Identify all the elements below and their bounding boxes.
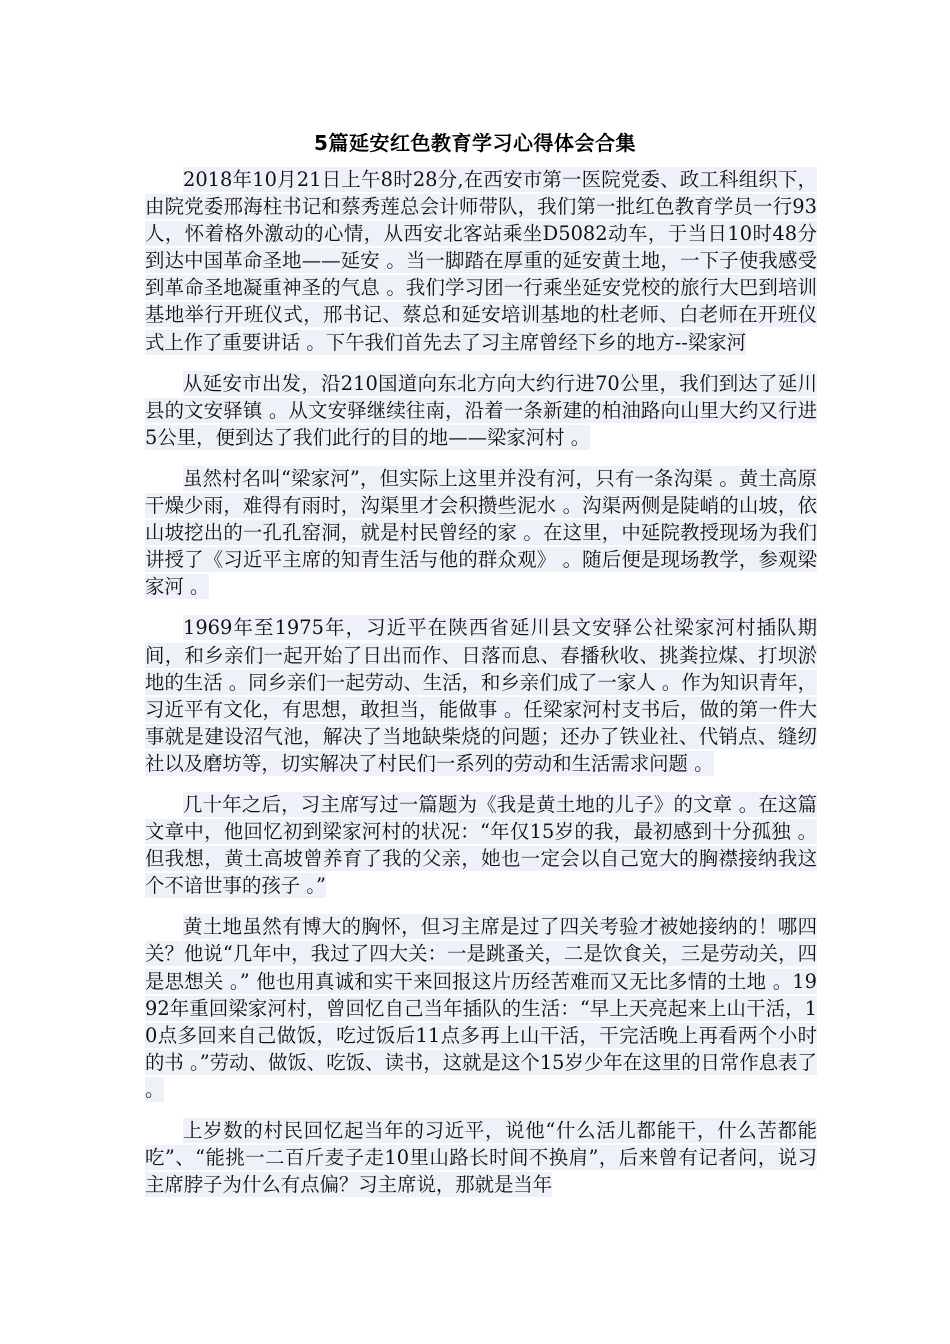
paragraph-2 [145, 370, 817, 451]
document-body [145, 166, 817, 1212]
paragraph-6 [145, 913, 817, 1103]
document-title: 5篇延安红色教育学习心得体会合集 [314, 131, 636, 155]
paragraph-7 [145, 1117, 817, 1198]
paragraph-4 [145, 614, 817, 777]
paragraph-5-text: 几十年之后，习主席写过一篇题为《我是黄土地的儿子》的文章 。在这篇文章中，他回忆初到梁家河村的状况：“年仅15岁的我，最初感到十分孤独 。但我想，黄土高坡曾养育了我的父亲，她也一定会以自己宽大的胸襟接纳我这个不谙世事的孩子 。” [145, 792, 817, 898]
paragraph-6-text: 黄土地虽然有博大的胸怀，但习主席是过了四关考验才被她接纳的！哪四关？他说“几年中，我过了四大关：一是跳蚤关，二是饮食关，三是劳动关，四是思想关 。” 他也用真诚和实干来回报这片历经苦难而又无比多情的土地 。1992年重回梁家河村，曾回忆自己当年插队的生活：“早上天亮起来上山干活，10点多回来自己做饭，吃过饭后11点多再上山干活，干完活晚上再看两个小时的书 。”劳动、做饭、吃饭、读书，这就是这个15岁少年在这里的日常作息表了 。 [145, 915, 817, 1101]
paragraph-5 [145, 791, 817, 899]
paragraph-1 [145, 166, 817, 356]
paragraph-4-text: 1969年至1975年，习近平在陕西省延川县文安驿公社梁家河村插队期间，和乡亲们一起开始了日出而作、日落而息、春播秋收、挑粪拉煤、打坝淤地的生活 。同乡亲们一起劳动、生活，和乡亲们成了一家人 。作为知识青年，习近平有文化，有思想，敢担当，能做事 。任梁家河村支书后，做的第一件大事就是建设沼气池，解决了当地缺柴烧的问题；还办了铁业社、代销点、缝纫社以及磨坊等，切实解决了村民们一系列的劳动和生活需求问题 。 [145, 616, 817, 775]
paragraph-2-text: 从延安市出发，沿210国道向东北方向大约行进70公里，我们到达了延川县的文安驿镇 。从文安驿继续往南，沿着一条新建的柏油路向山里大约又行进5公里，便到达了我们此行的目的地——梁家河村 。 [145, 371, 817, 449]
paragraph-3-text: 虽然村名叫“梁家河”，但实际上这里并没有河，只有一条沟渠 。黄土高原干燥少雨，难得有雨时，沟渠里才会积攒些泥水 。沟渠两侧是陡峭的山坡，依山坡挖出的一孔孔窑洞，就是村民曾经的家 。在这里，中延院教授现场为我们讲授了《习近平主席的知青生活与他的群众观》 。随后便是现场教学，参观梁家河 。 [145, 466, 817, 599]
paragraph-3 [145, 465, 817, 600]
paragraph-1-text: 2018年10月21日上午8时28分,在西安市第一医院党委、政工科组织下，由院党委邢海柱书记和蔡秀莲总会计师带队，我们第一批红色教育学员一行93人，怀着格外激动的心情，从西安北客站乘坐D5082动车，于当日10时48分到达中国革命圣地——延安 。当一脚踏在厚重的延安黄土地，一下子使我感受到革命圣地凝重神圣的气息 。我们学习团一行乘坐延安党校的旅行大巴到培训基地举行开班仪式，邢书记、蔡总和延安培训基地的杜老师、白老师在开班仪式上作了重要讲话 。下午我们首先去了习主席曾经下乡的地方--梁家河 [145, 168, 817, 354]
paragraph-7-text: 上岁数的村民回忆起当年的习近平，说他“什么活儿都能干，什么苦都能吃”、“能挑一二百斤麦子走10里山路长时间不换肩”，后来曾有记者问，说习主席脖子为什么有点偏？习主席说，那就是当年 [145, 1119, 817, 1197]
